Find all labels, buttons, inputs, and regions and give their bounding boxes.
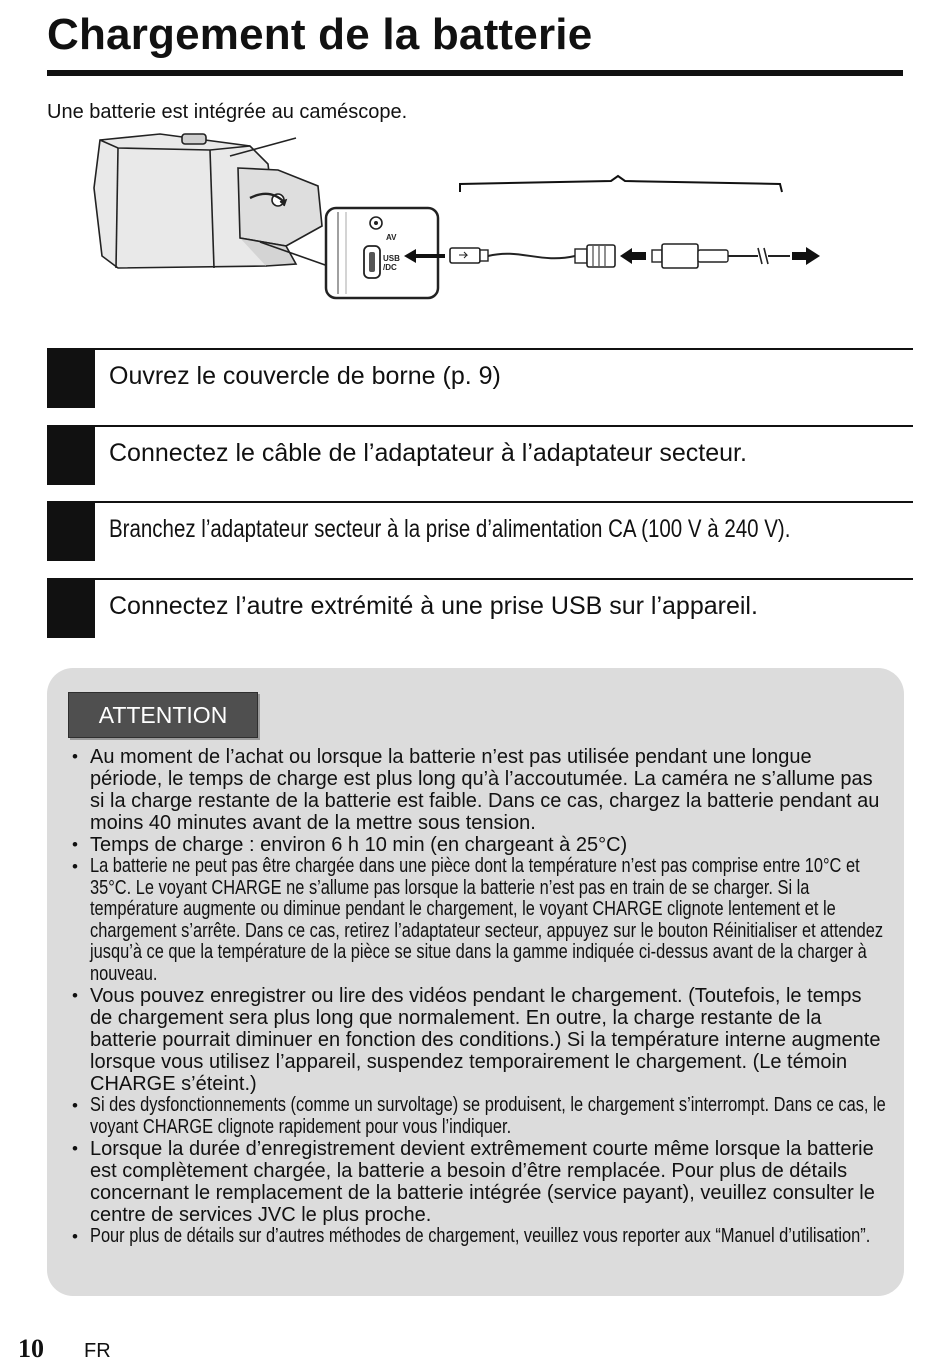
camcorder-illustration <box>94 134 322 268</box>
bracket-line <box>460 176 782 192</box>
outlet-arrow-icon <box>792 247 820 265</box>
port-label-usb: USB <box>383 254 400 263</box>
charging-diagram <box>90 128 830 313</box>
step-2-text: Connectez le câble de l’adaptateur à l’adaptateur secteur. <box>109 439 747 467</box>
step-4-text: Connectez l’autre extrémité à une prise USB sur l’appareil. <box>109 592 758 620</box>
note-text: Pour plus de détails sur d’autres méthodes de chargement, veuillez vous reporter aux “Manuel d’utilisation”. <box>90 1225 871 1247</box>
attention-label: ATTENTION <box>68 692 258 738</box>
connect-arrow-icon <box>620 248 646 264</box>
attention-box <box>47 668 904 1296</box>
intro-text: Une batterie est intégrée au caméscope. <box>47 101 408 123</box>
note-item: • Lorsque la durée d’enregistrement devient extrêmement courte même lorsque la batterie est complètement chargée, la batterie a besoin d’être remplacée. Pour plus de détails concernant le remplacement de la batterie intégrée (service payant), veuillez consulter le centre de services JVC le plus proche. <box>69 1138 889 1226</box>
step-3 <box>47 501 913 563</box>
usb-cable <box>450 245 615 267</box>
note-item <box>69 1095 889 1138</box>
note-text: La batterie ne peut pas être chargée dans une pièce dont la température n’est pas comprise entre 10°C et 35°C. Le voyant CHARGE ne s’allume pas lorsque la batterie n’est pas en train de se charger. Si la température augmente ou diminue pendant le chargement, le voyant CHARGE clignote lentement et le chargement s’arrête. Dans ce cas, retirez l’adaptateur secteur, appuyez sur le bouton Réinitialiser et attendez jusqu’à ce que la température de la pièce se situe dans la gamme indiquée ci-dessus avant de la charger à nouveau. <box>90 855 884 985</box>
note-item: • Au moment de l’achat ou lorsque la batterie n’est pas utilisée pendant une longue période, le temps de charge est plus long qu’à l’accoutumée. La caméra ne s’allume pas si la charge restante de la batterie est faible. Dans ce cas, chargez la batterie pendant au moins 40 minutes avant de la mettre sous tension. <box>69 746 889 834</box>
step-number-badge <box>47 503 95 561</box>
note-text: Si des dysfonctionnements (comme un survoltage) se produisent, le chargement s’interrompt. Dans ce cas, le voyant CHARGE clignote rapidement pour vous l’indiquer. <box>90 1094 886 1138</box>
step-2 <box>47 425 913 487</box>
note-item: • Vous pouvez enregistrer ou lire des vidéos pendant le chargement. (Toutefois, le temps de chargement sera plus long que normalement. En outre, la charge restante de la batterie pourrait diminuer en fonction des conditions.) Si la température interne augmente lorsque vous utilisez l’appareil, suspendez temporairement le chargement. (Le témoin CHARGE s’éteint.) <box>69 985 889 1095</box>
ac-adapter <box>652 244 790 268</box>
step-number-badge <box>47 580 95 638</box>
step-4 <box>47 578 913 640</box>
page-number: 10 <box>18 1334 44 1363</box>
page-title: Chargement de la batterie <box>47 10 593 59</box>
step-1-text: Ouvrez le couvercle de borne (p. 9) <box>109 362 501 390</box>
step-1 <box>47 348 913 410</box>
note-item <box>69 856 889 985</box>
note-item <box>69 1226 889 1248</box>
step-number-badge <box>47 427 95 485</box>
note-item: • Temps de charge : environ 6 h 10 min (en chargeant à 25°C) <box>69 834 889 856</box>
step-3-text: Branchez l’adaptateur secteur à la prise d’alimentation CA (100 V à 240 V). <box>109 515 791 543</box>
title-rule <box>47 70 903 76</box>
step-number-badge <box>47 350 95 408</box>
port-label-dc: /DC <box>383 263 397 272</box>
language-code: FR <box>84 1340 111 1362</box>
port-zoom-box <box>326 208 438 298</box>
port-label-av: AV <box>386 233 397 242</box>
attention-notes <box>69 746 889 1248</box>
